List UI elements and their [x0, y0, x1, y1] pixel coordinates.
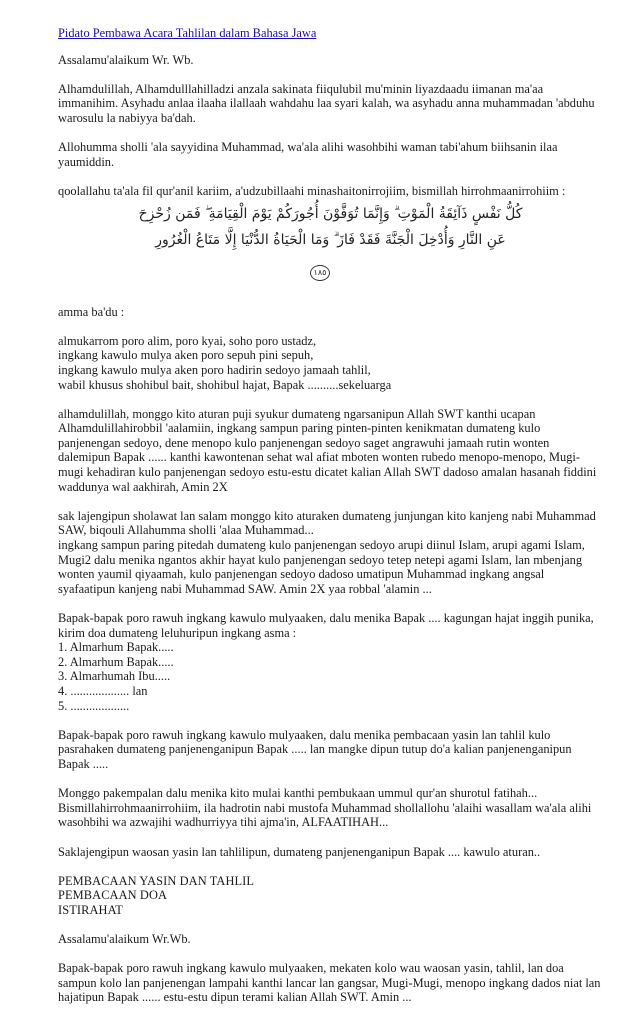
agenda-item: PEMBACAAN YASIN DAN TAHLIL	[58, 873, 255, 888]
opening-greeting: Assalamu'alaikum Wr. Wb.	[58, 52, 194, 67]
verse-line-2: عَنِ النَّارِ وَأُدْخِلَ الْجَنَّةَ فَقَدْ فَازَ ۗ وَمَا الْحَيَاةُ الدُّنْيَا إِلَّا مَتَاعُ الْغُرُورِ	[155, 231, 506, 248]
agenda-block	[58, 874, 603, 918]
agenda-item: ISTIRAHAT	[58, 902, 123, 917]
list-item: 5. ...................	[58, 698, 130, 713]
hajat-list	[58, 640, 603, 713]
document-title-link[interactable]: Pidato Pembawa Acara Tahlilan dalam Bahasa Jawa	[58, 26, 317, 40]
address-line: ingkang kawulo mulya aken poro hadirin sedoyo jamaah tahlil,	[58, 362, 371, 377]
address-block	[58, 334, 603, 392]
address-line: wabil khusus shohibul bait, shohibul hajat, Bapak ..........sekeluarga	[58, 377, 392, 392]
syukur-paragraph: alhamdulillah, monggo kito aturan puji syukur dumateng ngarsanipun Allah SWT kanthi ucapan Alhamdulillahirobbil 'aalamiin, ingkang sampun paring pinten-pinten kenikmatan dumateng kulo panjenengan sedoyo, dene menopo kulo panjenengan sedoyo saget angrawuhi jamaah rutin wonten dalemipun Bapak ...... kanthi kawontenan sehat wal afiat mboten wonten rubedo menopo-menopo, Mugi-mugi kehadiran kulo panjenengan sedoyo estu-estu dicatet kalian Allah SWT dadoso amalan hasanah fiddini waddunya wal aakhirah, Amin 2X	[58, 406, 597, 494]
quran-intro-paragraph: qoolallahu ta'ala fil qur'anil kariim, a'udzubillaahi minashaitonirrojiim, bismillah hirrohmaanirrohiim :	[58, 183, 566, 198]
fatihah-paragraph: Monggo pakempalan dalu menika kito mulai kanthi pembukaan ummul qur'an shurotul fatihah... Bismillahirrohmaanirrohiim, ila hadrotin nabi mustofa Muhammad shollallohu 'alaihi wasallam wa'ala alihi wasohbihi wa azwajihi wadhurriyya tihi ajma'in, ALFAATIHAH...	[58, 786, 592, 830]
list-item: 4. ................... lan	[58, 683, 148, 698]
hajat-intro-paragraph: Bapak-bapak poro rawuh ingkang kawulo mulyaaken, dalu menika Bapak .... kagungan hajat inggih punika, kirim doa dumateng leluhuripun ingkang asma :	[58, 611, 594, 640]
list-item: 2. Almarhum Bapak.....	[58, 654, 174, 669]
list-item: 1. Almarhum Bapak.....	[58, 640, 174, 655]
aturan-paragraph: Saklajengipun waosan yasin lan tahlilipun, dumateng panjenenganipun Bapak .... kawulo aturan..	[58, 844, 541, 859]
closing-greeting: Assalamu'alaikum Wr.Wb.	[58, 932, 191, 947]
quran-verse-image	[58, 201, 603, 287]
sholawat-nabi-paragraph-2: ingkang sampun paring pitedah dumateng kulo panjenengan sedoyo arupi diinul Islam, arupi agami Islam, Mugi2 dalu menika ngantos akhir hayat kulo panjenengan sedoyo tetep netepi agami Islam, lan mbenjang wonten yaumil qiyaamah, kulo panjenengan sedoyo dadoso umatipun Muhammad ingkang angsal syafaatipun kanjeng nabi Muhammad SAW. Amin 2X yaa robbal 'alamin ...	[58, 538, 585, 596]
agenda-item: PEMBACAAN DOA	[58, 888, 168, 903]
address-line: ingkang kawulo mulya aken poro sepuh pini sepuh,	[58, 348, 314, 363]
list-item: 3. Almarhumah Ibu.....	[58, 669, 171, 684]
verse-line-1: كُلُّ نَفْسٍ ذَآئِقَةُ الْمَوْتِ ۗ وَإِنَّمَا تُوَفَّوْنَ أُجُورَكُمْ يَوْمَ الْقِيَامَةِ ۖ فَمَن زُحْزِحَ	[138, 205, 523, 222]
amma-badu: amma ba'du :	[58, 304, 125, 319]
ayah-number-mark: ١٨٥	[310, 265, 330, 281]
document-page	[58, 26, 603, 1020]
penutup-paragraph: Bapak-bapak poro rawuh ingkang kawulo mulyaaken, mekaten kolo wau waosan yasin, tahlil, lan doa sampun kolo lan panjenengan lampahi kanthi lancar lan gangsar, Mugi-Mugi, menopo ingkang dados niat lan hajatipun Bapak ...... estu-estu dipun terami kalian Allah SWT. Amin ...	[58, 961, 601, 1005]
hamdalah-paragraph: Alhamdulillah, Alhamdulllahilladzi anzala sakinata fiiqulubil mu'minin liyazdaadu iimanan ma'aa immanihim. Asyhadu anlaa ilaaha ilallaah wahdahu laa syari kalah, wa asyhadu anna muhammadan 'abduhu warosulu la nabiyya ba'dah.	[58, 81, 595, 125]
pasrah-paragraph: Bapak-bapak poro rawuh ingkang kawulo mulyaaken, dalu menika pembacaan yasin lan tahlil kulo pasrahaken dumateng panjenenganipun Bapak ..... lan mangke dipun tutup do'a kalian panjenenganipun Bapak .....	[58, 727, 572, 771]
sholawat-nabi-paragraph-1: sak lajengipun sholawat lan salam monggo kito aturaken dumateng junjungan kito kanjeng nabi Muhammad SAW, biqouli Allahumma sholli 'alaa Muhammad...	[58, 508, 596, 538]
sholawat-paragraph: Allohumma sholli 'ala sayyidina Muhammad, wa'ala alihi wasohbihi waman tabi'ahum biihsanin ilaa yaumiddin.	[58, 140, 558, 169]
address-line: almukarrom poro alim, poro kyai, soho poro ustadz,	[58, 333, 317, 348]
